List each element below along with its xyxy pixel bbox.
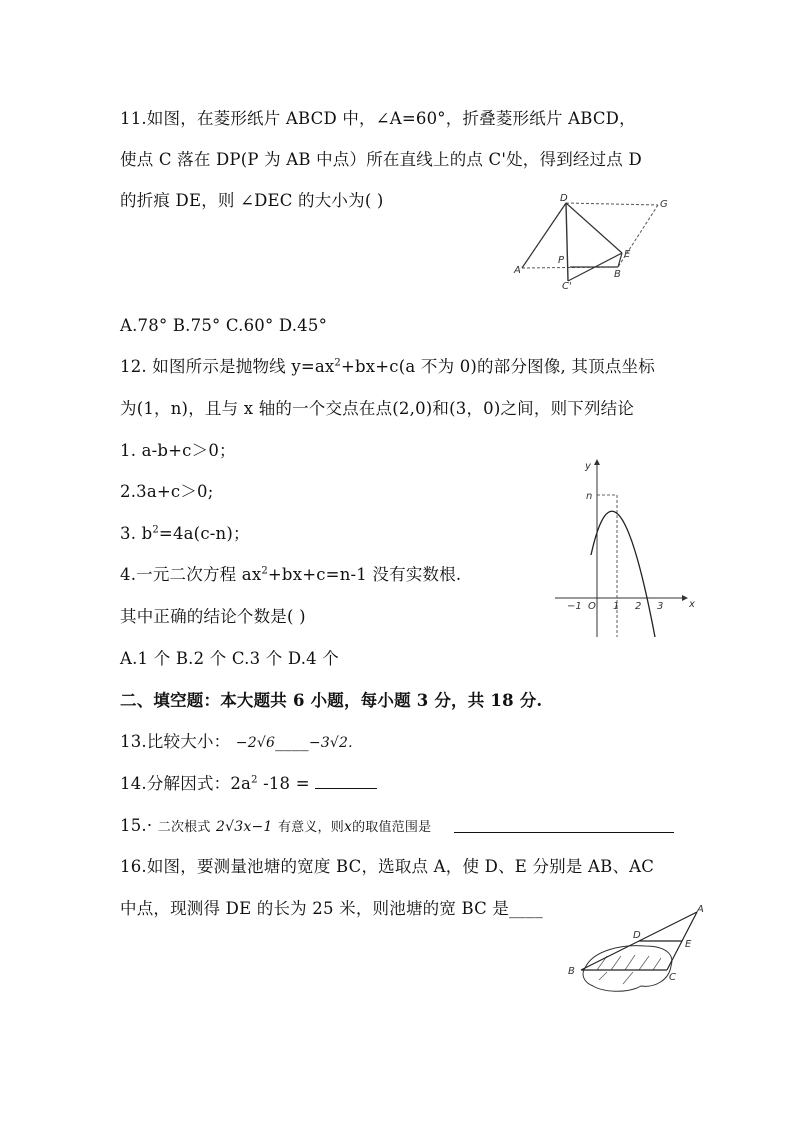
n-label: n (586, 491, 593, 502)
label-d: D (560, 193, 568, 204)
q13-left-expr: −2√6 (235, 735, 276, 751)
q12-conclusion-4: 4.一元二次方程 $ax^2+bx+c=n-1$ 没有实数根. (120, 565, 462, 584)
tick-origin: O (588, 601, 596, 612)
tick-minus1: −1 (567, 601, 582, 612)
q16-pond-figure (563, 900, 713, 1010)
q13-line: 13.比较大小： −2√6____−3√2. (120, 732, 353, 751)
tick-3: 3 (657, 601, 664, 612)
q13-right-expr: −3√2. (308, 735, 353, 751)
q13-blank: ____ (275, 732, 309, 751)
q16-line-2: 中点，现测得 DE 的长为 25 米，则池塘的宽 BC 是____ (120, 899, 543, 918)
label-c-prime: C' (562, 281, 572, 292)
q12-conclusion-3: 3. $b^2=4a(c-n)$； (120, 524, 250, 543)
y-axis-label: y (585, 461, 591, 472)
label-d: D (633, 930, 641, 941)
q12-conclusion-2: 2.3a+c＞0; (120, 482, 214, 501)
q11-rhombus-figure (510, 193, 710, 293)
q12-conclusion-1: 1. a-b+c＞0； (120, 441, 236, 460)
q15-answer-blank[interactable] (454, 818, 674, 833)
q14-answer-blank[interactable] (315, 774, 377, 789)
tick-1: 1 (613, 601, 620, 612)
label-b: B (614, 269, 621, 280)
q14-line: 14.分解因式：$2a^2$ -18 = (120, 773, 377, 795)
label-b: B (568, 966, 575, 977)
q15-line: 15.· 二次根式 2√3x−1 有意义，则x的取值范围是 (120, 816, 432, 835)
q12-options: A.1 个 B.2 个 C.3 个 D.4 个 (120, 649, 340, 668)
x-axis-label: x (689, 599, 695, 610)
label-c: C (669, 972, 676, 983)
q11-line-3: 的折痕 DE，则 ∠DEC 的大小为( ) (120, 191, 384, 210)
label-p: P (558, 255, 565, 266)
tick-2: 2 (635, 601, 642, 612)
q12-line-2: 为(1，n)，且与 x 轴的一个交点在点(2,0)和(3，0)之间，则下列结论 (120, 399, 635, 418)
label-e: E (685, 939, 692, 950)
q11-options: A.78° B.75° C.60° D.45° (120, 316, 328, 335)
section-2-heading: 二、填空题：本大题共 6 小题，每小题 3 分，共 18 分. (120, 691, 543, 710)
q16-line-1: 16.如图，要测量池塘的宽度 BC，选取点 A，使 D、E 分别是 AB、AC (120, 857, 655, 876)
q12-parabola-graph (553, 455, 703, 640)
q11-line-1: 11.如图，在菱形纸片 ABCD 中，∠A=60°，折叠菱形纸片 ABCD， (120, 109, 636, 128)
q12-question: 其中正确的结论个数是( ) (120, 607, 306, 626)
q12-line-1: 12. 如图所示是抛物线 $y=ax^2+bx+c(a$ 不为 0)的部分图像, 其顶点坐标 (120, 357, 655, 376)
label-e: E (624, 249, 631, 260)
label-g: G (660, 199, 668, 210)
q11-line-2: 使点 C 落在 DP(P 为 AB 中点）所在直线上的点 C'处，得到经过点 D (120, 150, 642, 169)
label-a: A (697, 904, 704, 915)
label-a: A (514, 265, 521, 276)
q15-radical-expr: 2√3x−1 (216, 819, 273, 835)
